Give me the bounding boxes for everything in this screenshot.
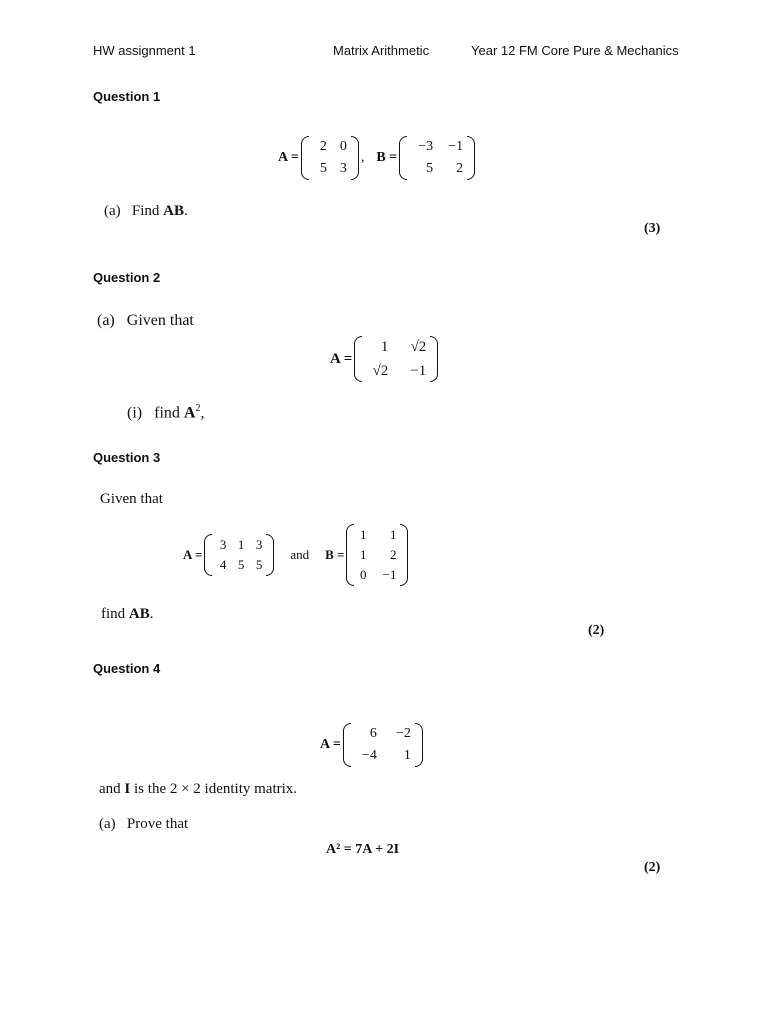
q4-marks: (2) [644, 860, 661, 875]
right-paren [266, 534, 274, 576]
question-2-heading: Question 2 [93, 270, 161, 285]
q1-matrices [278, 136, 477, 180]
matrix-cell: 0 [359, 567, 367, 582]
q4-equation: A² = 7A + 2I [326, 842, 400, 857]
q1-marks: (3) [644, 221, 661, 236]
q3-a-label: A = [183, 547, 203, 562]
q3-matrix-b [346, 524, 408, 586]
q2-sub-i [127, 403, 204, 422]
q1-b-label: B = [376, 150, 398, 165]
q3-find [101, 606, 154, 623]
matrix-cell: 0 [339, 139, 347, 154]
matrix-cell: 1 [237, 537, 245, 552]
q3-marks: (2) [588, 623, 605, 638]
q4-matrix-a [343, 723, 423, 767]
identity-post: is the 2 × 2 identity matrix. [134, 781, 298, 797]
period: . [184, 203, 188, 219]
matrix-cell: √2 [410, 339, 427, 355]
matrix-cell: −1 [410, 363, 427, 379]
right-paren [467, 136, 475, 180]
left-paren [346, 524, 354, 586]
right-paren [400, 524, 408, 586]
find-bold: AB [128, 606, 150, 622]
q3-b-label: B = [325, 547, 345, 562]
matrix-cell: √2 [372, 363, 389, 379]
sub-text: find [154, 404, 180, 422]
right-paren [351, 136, 359, 180]
matrix-cell: 5 [426, 161, 434, 176]
part-bold: AB [163, 203, 185, 219]
matrix-cell: 1 [389, 527, 397, 542]
find-text: find [101, 606, 126, 622]
right-paren [430, 336, 438, 382]
question-4-heading: Question 4 [93, 661, 161, 676]
part-label: (a) [104, 203, 121, 219]
q4-part-a [99, 816, 188, 833]
matrix-cell: 1 [403, 748, 411, 763]
q2-matrix-a [354, 336, 438, 382]
q1-comma: , [360, 150, 365, 165]
matrix-cell: 1 [380, 339, 389, 355]
question-3-heading: Question 3 [93, 450, 161, 465]
q1-matrix-a [301, 136, 359, 180]
left-paren [399, 136, 407, 180]
comma: , [200, 404, 205, 422]
part-label: (a) [97, 312, 115, 329]
matrix-cell: 4 [219, 557, 227, 572]
left-paren [301, 136, 309, 180]
matrix-cell: 5 [237, 557, 245, 572]
matrix-cell: 3 [255, 537, 263, 552]
q4-identity [99, 781, 297, 798]
q1-matrix-b [399, 136, 475, 180]
matrix-cell: −1 [448, 139, 464, 154]
matrix-cell: 6 [369, 726, 377, 741]
left-paren [204, 534, 212, 576]
part-text: Find [131, 203, 160, 219]
left-paren [354, 336, 362, 382]
part-label: (a) [99, 816, 116, 832]
q1-part-a [104, 203, 188, 220]
q3-matrices [183, 524, 410, 586]
q2-matrix [330, 336, 440, 382]
q4-matrix [320, 723, 425, 767]
question-1-heading: Question 1 [93, 89, 161, 104]
part-text: Prove that [126, 816, 189, 832]
q3-matrix-a [204, 534, 274, 576]
header-right: Year 12 FM Core Pure & Mechanics [471, 43, 679, 58]
part-text: Given that [126, 312, 194, 329]
right-paren [415, 723, 423, 767]
matrix-cell: 2 [389, 547, 397, 562]
q3-intro: Given that [100, 491, 163, 507]
matrix-cell: −3 [418, 139, 434, 154]
q3-and: and [290, 547, 310, 562]
matrix-cell: 3 [339, 161, 347, 176]
matrix-cell: 1 [359, 547, 367, 562]
matrix-cell: 2 [456, 161, 464, 176]
identity-pre: and [99, 781, 121, 797]
superscript: 2 [195, 403, 201, 414]
sub-label: (i) [127, 404, 143, 422]
matrix-cell: 1 [359, 527, 367, 542]
left-paren [343, 723, 351, 767]
matrix-cell: 5 [255, 557, 263, 572]
matrix-cell: −1 [382, 567, 397, 582]
matrix-cell: 2 [319, 139, 327, 154]
matrix-cell: −4 [361, 748, 377, 763]
sub-bold: A [183, 404, 196, 422]
matrix-cell: 3 [219, 537, 227, 552]
header-left: HW assignment 1 [93, 43, 196, 58]
q2-part-a [97, 312, 194, 330]
matrix-cell: 5 [319, 161, 327, 176]
q1-a-label: A = [278, 150, 299, 165]
q2-a-label: A = [330, 350, 353, 367]
matrix-cell: −2 [395, 726, 411, 741]
header-center: Matrix Arithmetic [333, 43, 430, 58]
q4-a-label: A = [320, 737, 341, 752]
identity-bold: I [124, 781, 131, 797]
period: . [149, 606, 154, 622]
